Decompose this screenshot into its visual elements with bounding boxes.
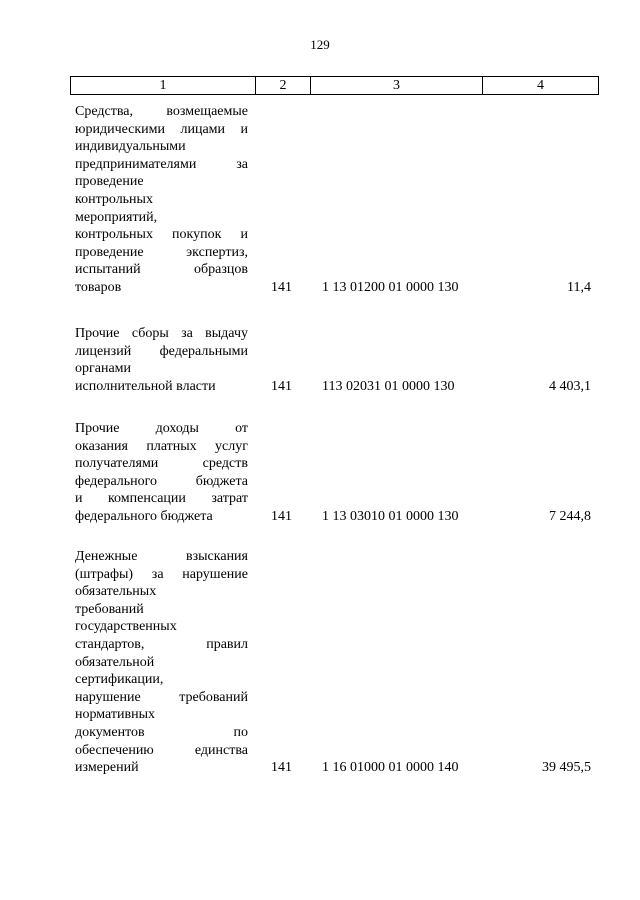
- row-amount: 39 495,5: [542, 760, 591, 776]
- row-description: [75, 548, 248, 777]
- table-header: [70, 76, 599, 95]
- description-line: контрольных покупок и: [75, 227, 248, 243]
- row-budget-code: 1 13 01200 01 0000 130: [322, 280, 459, 295]
- description-line: Средства, возмещаемые: [75, 104, 248, 119]
- description-line: индивидуальными: [75, 139, 186, 155]
- description-line: документов по: [75, 724, 248, 740]
- page-number: 129: [310, 37, 330, 52]
- description-line: государственных: [75, 619, 177, 635]
- description-line: контрольных: [75, 191, 153, 207]
- row-budget-code: 113 02031 01 0000 130: [322, 378, 455, 394]
- description-line: проведение экспертиз,: [75, 244, 248, 260]
- description-line: Прочие доходы от: [75, 421, 248, 436]
- description-line: исполнительной власти: [75, 378, 216, 394]
- description-line: обязательной: [75, 654, 155, 670]
- description-line: сертификации,: [75, 672, 164, 688]
- row-code: 141: [271, 760, 292, 776]
- description-line: требований: [75, 601, 144, 617]
- row-amount: 11,4: [567, 280, 591, 295]
- header-col-1: 1: [71, 77, 256, 94]
- description-line: и компенсации затрат: [75, 491, 248, 507]
- table-row: [70, 548, 599, 777]
- description-line: лицензий федеральными: [75, 343, 248, 359]
- description-line: оказания платных услуг: [75, 438, 248, 454]
- table-row: [70, 420, 599, 526]
- description-line: органами: [75, 361, 132, 377]
- description-line: проведение: [75, 174, 144, 190]
- row-description: [75, 103, 248, 297]
- description-line: товаров: [75, 279, 122, 295]
- row-budget-code: 1 16 01000 01 0000 140: [322, 760, 459, 776]
- table-row: [70, 103, 599, 297]
- description-line: федерального бюджета: [75, 473, 248, 489]
- header-col-3: 3: [311, 77, 483, 94]
- row-budget-code: 1 13 03010 01 0000 130: [322, 509, 459, 524]
- description-line: обязательных: [75, 584, 157, 600]
- row-description: [75, 325, 248, 395]
- description-line: получателями средств: [75, 456, 248, 472]
- row-code: 141: [271, 509, 292, 524]
- row-amount: 7 244,8: [549, 509, 591, 524]
- row-code: 141: [271, 280, 292, 295]
- description-line: нормативных: [75, 707, 156, 723]
- description-line: предпринимателями за: [75, 156, 248, 172]
- header-col-2: 2: [256, 77, 311, 94]
- description-line: измерений: [75, 760, 139, 776]
- row-description: [75, 420, 248, 526]
- description-line: стандартов, правил: [75, 636, 248, 652]
- table-row: [70, 325, 599, 395]
- description-line: Прочие сборы за выдачу: [75, 326, 248, 341]
- description-line: федерального бюджета: [75, 508, 213, 524]
- description-line: (штрафы) за нарушение: [75, 566, 248, 582]
- description-line: испытаний образцов: [75, 262, 248, 278]
- description-line: мероприятий,: [75, 209, 158, 225]
- description-line: Денежные взыскания: [75, 549, 248, 564]
- row-code: 141: [271, 378, 292, 394]
- description-line: обеспечению единства: [75, 742, 248, 758]
- description-line: юридическими лицами и: [75, 121, 248, 137]
- description-line: нарушение требований: [75, 689, 248, 705]
- header-col-4: 4: [537, 77, 544, 93]
- row-amount: 4 403,1: [549, 378, 591, 394]
